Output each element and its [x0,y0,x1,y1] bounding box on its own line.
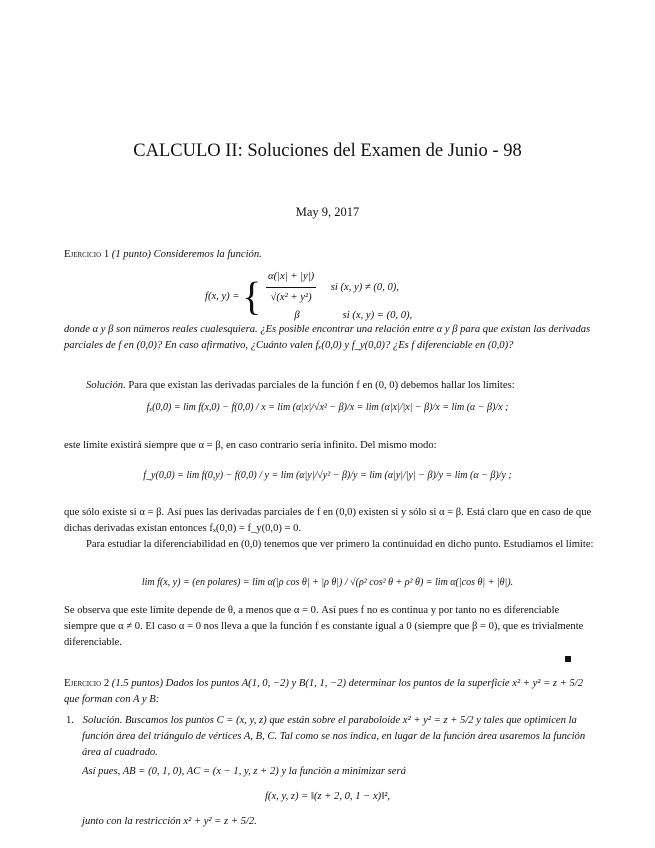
function-lhs: f(x, y) = [205,290,240,302]
case-1-fraction [266,268,316,307]
exercise-2-restriction: junto con la restricción x² + y² = z + 5/2. [82,816,257,827]
item-solution-label: Solución. [82,715,123,726]
solution-1-label: Solución. [86,380,126,391]
exercise-1-label: Ejercicio 1 [64,249,110,260]
function-cases [264,268,412,325]
solution-1-paragraph-5: Se observa que este límite depende de θ, a menos que α = 0. Así pues f no es continua y por tanto no es diferenciable siempre que α ≠ 0. El caso α = 0 nos lleva a que la función f es constante igual a 0 (siempre que β = 0), que es trivialmente diferenciable. [64,605,584,648]
exercise-2-points: (1.5 puntos) [111,678,163,689]
exercise-2-item-1 [66,713,594,761]
function-definition [205,268,465,325]
brace: { [242,273,262,319]
equation-fx: fₓ(0,0) = lim f(x,0) − f(0,0) / x = lim (α|x|/√x² − β)/x = lim (α|x|/|x| − β)/x = lim (α − β)/x ; [146,402,509,413]
exercise-2-text: Dados los puntos A(1, 0, −2) y B(1, 1, −2) determinar los puntos de la superficie x² + y² = z + 5/2 que forman con A y B: [64,678,584,705]
case-1-denominator: √(x² + y²) [270,292,312,303]
exercise-1-question: donde α y β son números reales cualesquiera. ¿Es posible encontrar una relación entre α y β para que existan las derivadas parciales de f en (0,0)? En caso afirmativo, ¿Cuánto valen fₓ(0,0) y f_y(0,0)? ¿Es f diferenciable en (0,0)? [64,324,591,351]
page-title: CALCULO II: Soluciones del Examen de Junio - 98 [133,141,522,161]
item-solution-text: Buscamos los puntos C = (x, y, z) que están sobre el paraboloide x² + y² = z + 5/2 y tales que optimicen la función área del triángulo de vértices A, B, C. Tal como se nos indica, en lugar de la función área usaremos la función área al cuadrado. [82,715,586,758]
qed-square-icon [565,656,571,662]
case-1-condition: si (x, y) ≠ (0, 0), [330,281,399,293]
exercise-2-label: Ejercicio 2 [64,678,110,689]
exercise-2-statement [64,676,594,708]
exercise-1-intro [64,247,594,263]
solution-1-paragraph-2: este límite existirá siempre que α = β, en caso contrario sería infinito. Del mismo modo: [64,440,437,451]
case-2-value: β [294,310,300,321]
equation-polar-limit: lim f(x, y) = (en polares) = lim α(|ρ cos θ| + |ρ θ|) / √(ρ² cos² θ + ρ² θ) = lim α(|cos θ| + |θ|). [141,577,514,588]
item-number: 1. [66,715,74,726]
equation-area-function: f(x, y, z) = ‖(z + 2, 0, 1 − x)‖², [264,791,390,802]
equation-fy: f_y(0,0) = lim f(0,y) − f(0,0) / y = lim (α|y|/√y² − β)/y = lim (α|y|/|y| − β)/y = lim (α − β)/y ; [143,470,512,481]
exercise-1-points: (1 punto) [111,249,151,260]
solution-1-paragraph-4: Para estudiar la diferenciabilidad en (0,0) tenemos que ver primero la continuidad en dicho punto. Estudiamos el límite: [86,539,594,550]
solution-1-paragraph-1 [64,378,594,394]
exercise-1-intro-text: Consideremos la función. [153,249,262,260]
document-date: May 9, 2017 [295,205,360,219]
exercise-2-item-text-2: Así pues, AB = (0, 1, 0), AC = (x − 1, y, z + 2) y la función a minimizar será [82,766,406,777]
solution-1-paragraph-3: que sólo existe si α = β. Así pues las derivadas parciales de f en (0,0) existen si y sólo si α = β. Está claro que en caso de que dichas derivadas existan entonces fₓ(0,0) = f_y(0,0) = 0. [64,507,592,534]
case-1-numerator: α(|x| + |y|) [266,268,316,288]
solution-1-text-1: Para que existan las derivadas parciales de la función f en (0, 0) debemos hallar los límites: [128,380,515,391]
case-2-condition: si (x, y) = (0, 0), [342,310,413,321]
